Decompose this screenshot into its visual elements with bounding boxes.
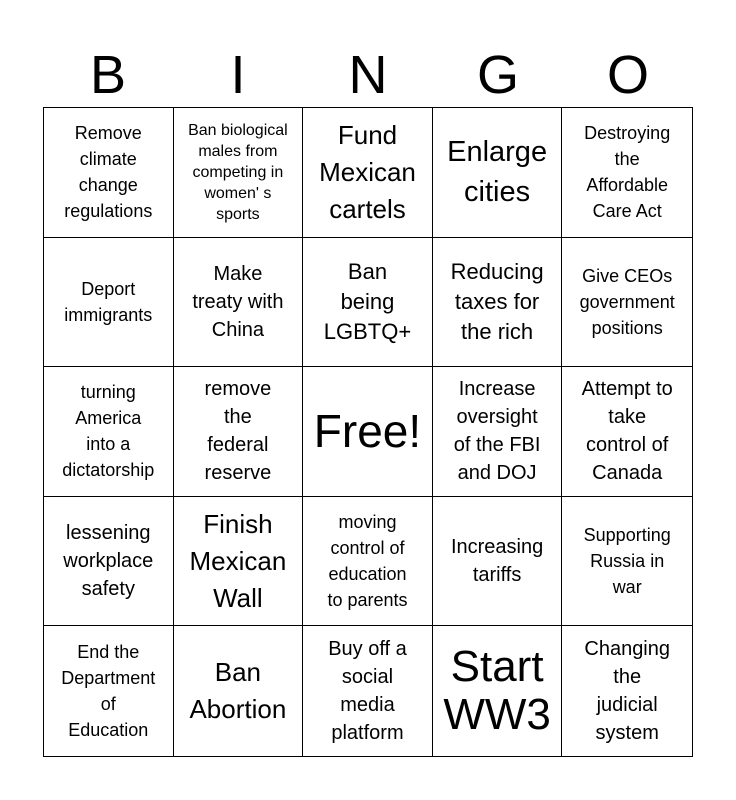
- bingo-cell[interactable]: Ban biological males from competing in women' s sports: [174, 108, 304, 238]
- bingo-free-space[interactable]: Free!: [303, 367, 433, 497]
- bingo-cell[interactable]: Buy off a social media platform: [303, 626, 433, 756]
- bingo-cell[interactable]: remove the federal reserve: [174, 367, 304, 497]
- bingo-cell[interactable]: Ban being LGBTQ+: [303, 238, 433, 368]
- header-letter-o: O: [606, 45, 649, 105]
- bingo-cell[interactable]: Deport immigrants: [44, 238, 174, 368]
- bingo-cell[interactable]: turning America into a dictatorship: [44, 367, 174, 497]
- bingo-cell[interactable]: Reducing taxes for the rich: [433, 238, 563, 368]
- bingo-cell[interactable]: End the Department of Education: [44, 626, 174, 756]
- bingo-card: [43, 107, 693, 757]
- bingo-cell[interactable]: lessening workplace safety: [44, 497, 174, 627]
- header-letter-b: B: [89, 45, 127, 105]
- bingo-cell[interactable]: Increase oversight of the FBI and DOJ: [433, 367, 563, 497]
- bingo-cell[interactable]: Destroying the Affordable Care Act: [562, 108, 692, 238]
- bingo-cell[interactable]: Remove climate change regulations: [44, 108, 174, 238]
- bingo-cell[interactable]: Fund Mexican cartels: [303, 108, 433, 238]
- bingo-cell[interactable]: Give CEOs government positions: [562, 238, 692, 368]
- bingo-header: [43, 44, 693, 106]
- bingo-cell[interactable]: Start WW3: [433, 626, 563, 756]
- bingo-cell[interactable]: Finish Mexican Wall: [174, 497, 304, 627]
- bingo-cell[interactable]: Make treaty with China: [174, 238, 304, 368]
- bingo-cell[interactable]: moving control of education to parents: [303, 497, 433, 627]
- header-letter-g: G: [476, 45, 519, 105]
- bingo-cell[interactable]: Increasing tariffs: [433, 497, 563, 627]
- header-letter-i: I: [230, 45, 246, 105]
- bingo-cell[interactable]: Ban Abortion: [174, 626, 304, 756]
- bingo-cell[interactable]: Changing the judicial system: [584, 638, 670, 745]
- bingo-cell[interactable]: Enlarge cities: [433, 108, 563, 238]
- header-letter-n: N: [348, 45, 388, 105]
- bingo-cell[interactable]: Attempt to take control of Canada: [562, 367, 692, 497]
- bingo-cell[interactable]: Supporting Russia in war: [562, 497, 692, 627]
